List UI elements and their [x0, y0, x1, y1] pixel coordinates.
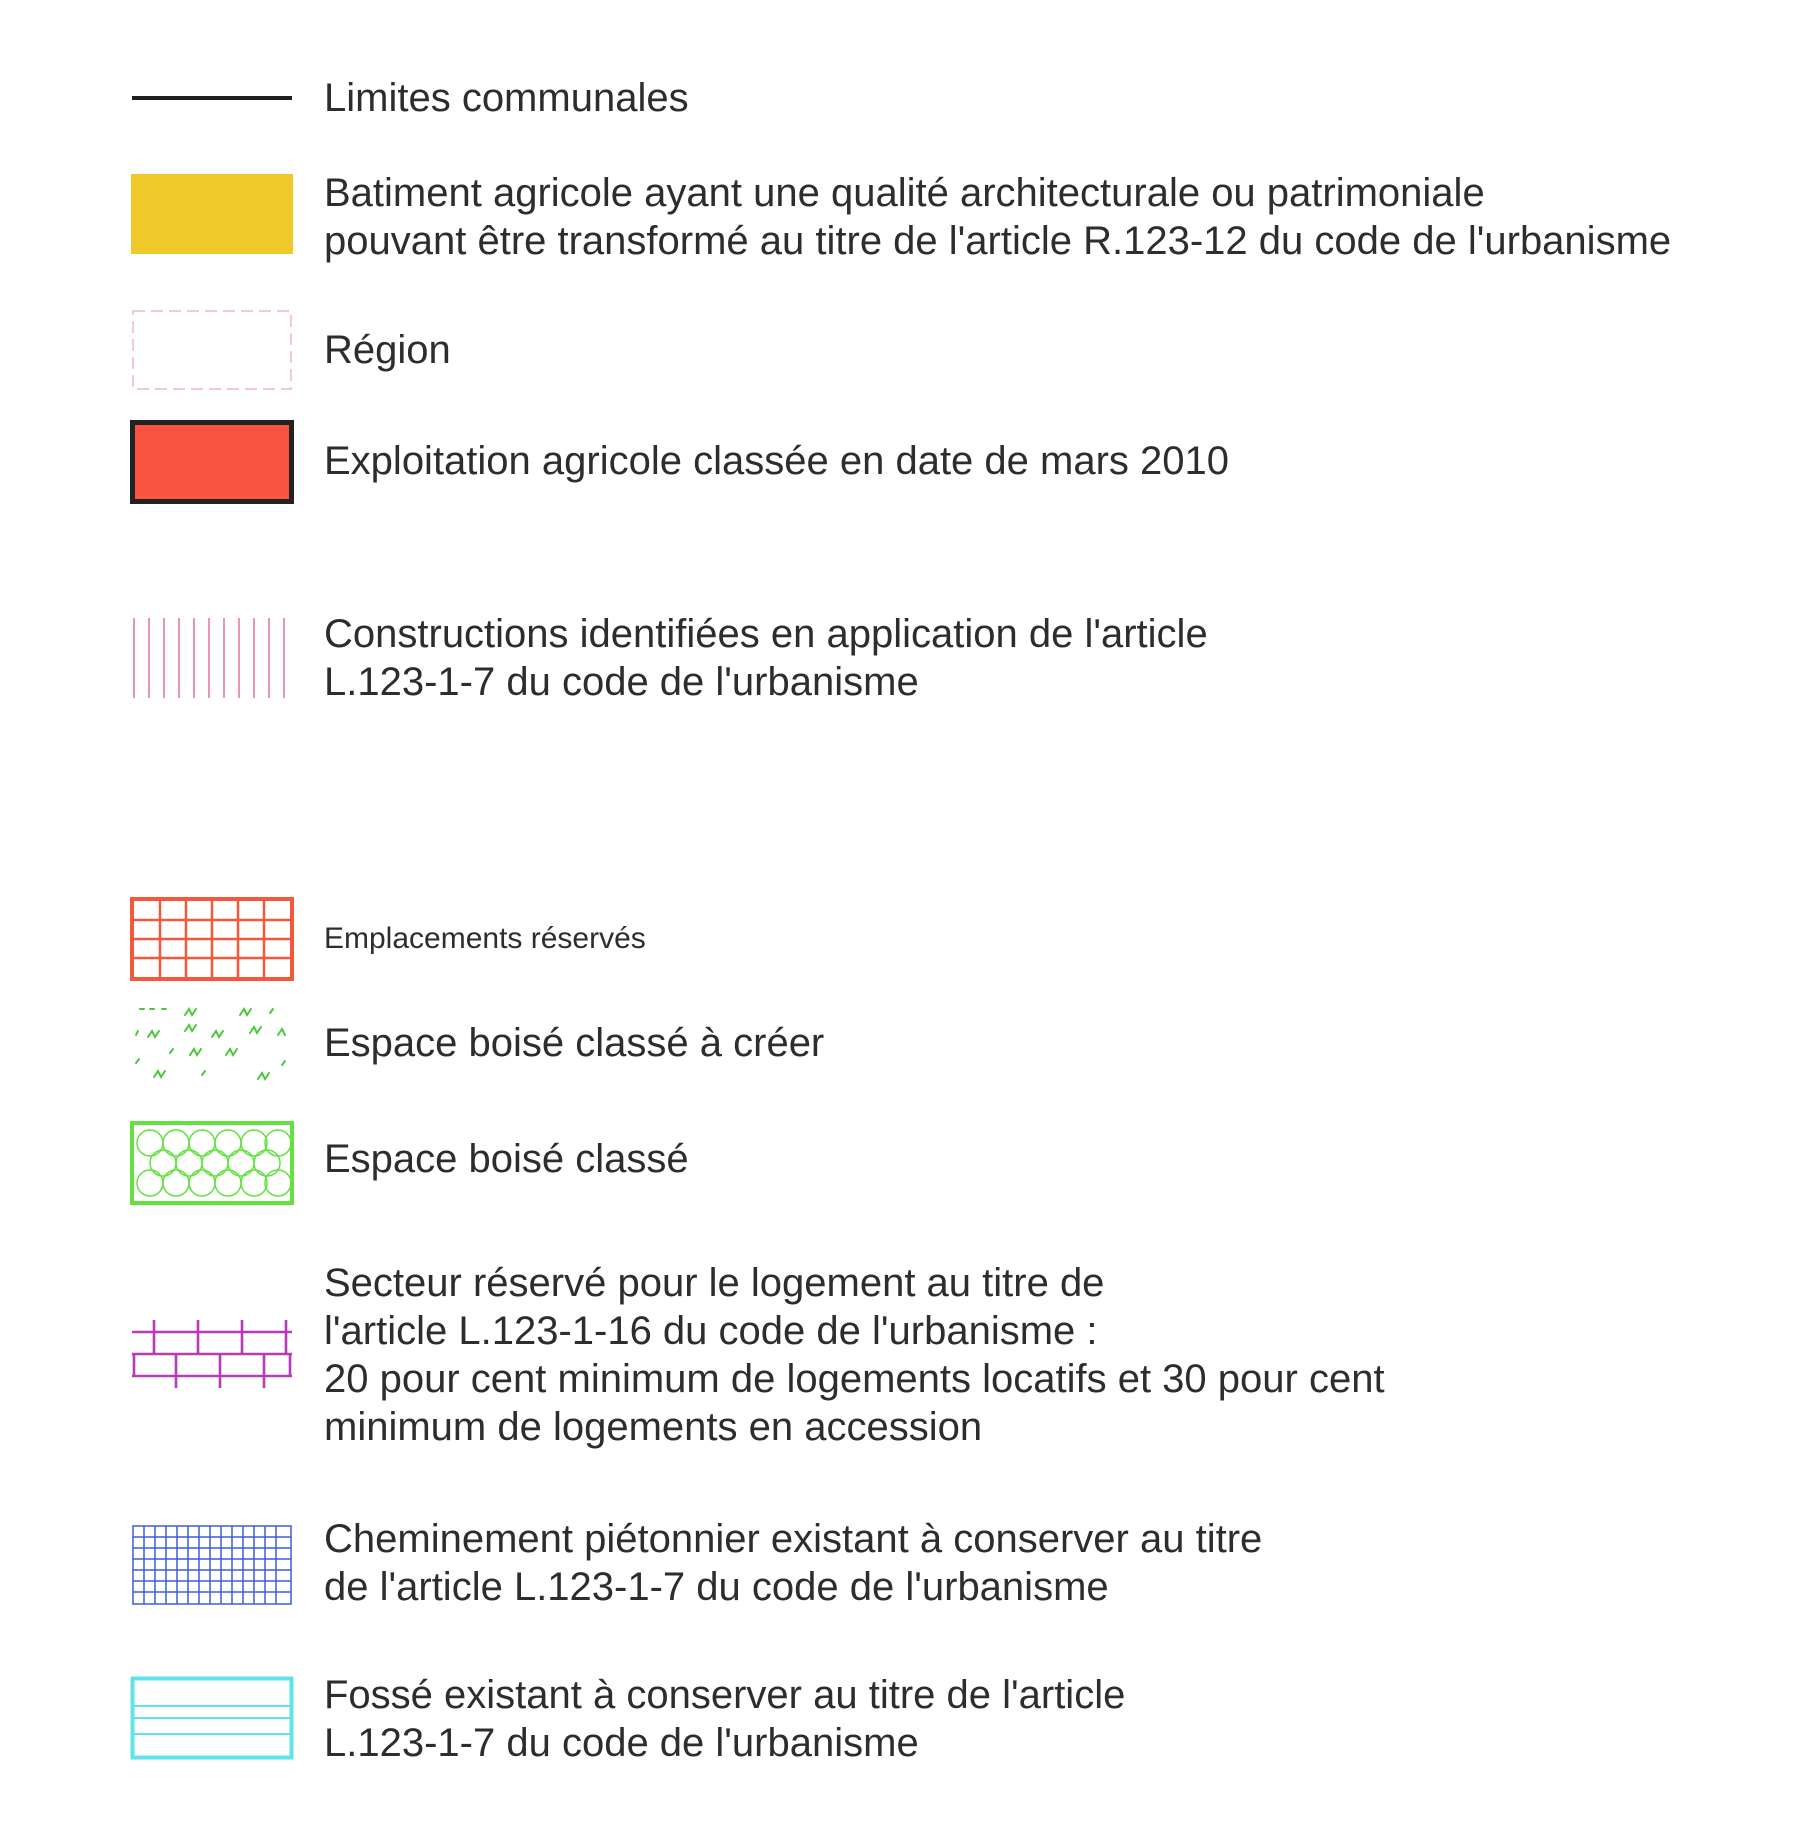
legend-label [324, 326, 451, 374]
yellow-building-symbol [130, 172, 294, 256]
legend-label-line: Exploitation agricole classée en date de mars 2010 [324, 439, 1229, 483]
red-farm-symbol [130, 420, 294, 504]
legend-label [324, 610, 1208, 706]
purple-brick-symbol [130, 1310, 294, 1394]
legend-label [324, 921, 646, 957]
legend-label-line: minimum de logements en accession [324, 1405, 983, 1449]
legend-label [324, 1019, 824, 1067]
legend-label [324, 437, 1229, 485]
legend-label [324, 1515, 1262, 1611]
legend-label-line: Région [324, 328, 451, 372]
legend-label-line: Cheminement piétonnier existant à conserver au titre [324, 1517, 1263, 1561]
legend-label-line: Secteur réservé pour le logement au titre de [324, 1261, 1105, 1305]
legend-label-line: pouvant être transformé au titre de l'article R.123-12 du code de l'urbanisme [324, 219, 1672, 263]
blue-fine-grid-symbol [130, 1523, 294, 1607]
legend-label [324, 1135, 689, 1183]
legend-label [324, 74, 689, 122]
legend-label-line: Emplacements réservés [324, 922, 646, 955]
green-circles-symbol [130, 1121, 294, 1205]
green-tree-dots-symbol [130, 1005, 294, 1089]
legend-label [324, 1671, 1125, 1767]
legend-label-line: Constructions identifiées en application de l'article [324, 612, 1208, 656]
legend-label-line: 20 pour cent minimum de logements locatifs et 30 pour cent [324, 1357, 1385, 1401]
legend-label [324, 169, 1671, 265]
legend-label-line: Limites communales [324, 76, 689, 120]
legend-label-line: Batiment agricole ayant une qualité architecturale ou patrimoniale [324, 171, 1485, 215]
cyan-striped-symbol [130, 1676, 294, 1760]
legend-label-line: Espace boisé classé à créer [324, 1021, 825, 1065]
legend-label-line: L.123-1-7 du code de l'urbanisme [324, 1721, 919, 1765]
legend-label-line: Fossé existant à conserver au titre de l'article [324, 1673, 1126, 1717]
legend-label-line: de l'article L.123-1-7 du code de l'urbanisme [324, 1565, 1109, 1609]
legend-label-line: L.123-1-7 du code de l'urbanisme [324, 660, 919, 704]
pink-vertical-hatch-symbol [130, 616, 294, 700]
legend-label [324, 1259, 1385, 1451]
region-dashed-outline-symbol [130, 308, 294, 392]
legend-label-line: Espace boisé classé [324, 1137, 689, 1181]
municipal-boundary-line-symbol [130, 56, 294, 140]
legend-label-line: l'article L.123-1-16 du code de l'urbanisme : [324, 1309, 1098, 1353]
orange-grid-symbol [130, 897, 294, 981]
